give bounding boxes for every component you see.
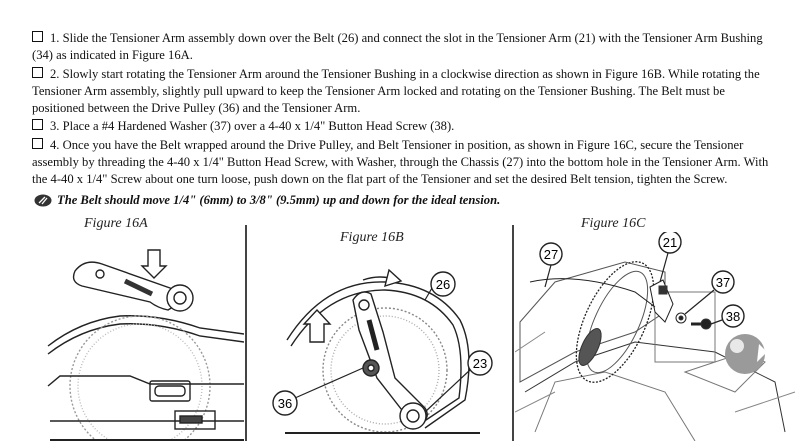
checkbox-icon [32,119,43,130]
figure-16c-illustration [515,232,804,441]
step-4 [32,137,780,188]
step-1 [32,30,780,64]
figure-16c-caption: Figure 16C [581,216,646,231]
svg-text:27: 27 [543,247,559,262]
svg-text:23: 23 [472,356,488,371]
instruction-steps [32,30,780,189]
svg-text:21: 21 [662,235,678,250]
figure-16a-caption: Figure 16A [84,216,148,231]
figure-16c-callouts [540,232,744,327]
step-2 [32,66,780,117]
figure-16b-caption: Figure 16B [340,230,404,245]
figure-divider [245,225,247,441]
tension-tip [34,193,500,208]
figure-divider [512,225,514,441]
callout-27 [540,243,562,287]
callout-38 [711,305,744,327]
step-3-text: 3. Place a #4 Hardened Washer (37) over a 4-40 x 1/4" Button Head Screw (38). [50,119,455,133]
tip-icon [34,194,52,207]
callout-23 [425,351,492,412]
checkbox-icon [32,138,43,149]
step-2-text: 2. Slowly start rotating the Tensioner Arm around the Tensioner Bushing in a clockwise direction as shown in Figure 16B. While rotating the Tensioner Arm assembly, slightly pull upward to keep the Tensioner Arm locked and rotating on the Tensioner Bushing. The Belt must be positioned between the Drive Pulley (36) and the Tensioner Arm. [32,66,760,115]
svg-text:26: 26 [435,277,451,292]
svg-text:38: 38 [725,309,741,324]
step-4-text: 4. Once you have the Belt wrapped around the Drive Pulley, and Belt Tensioner in position, as shown in Figure 16C, secure the Tensioner assembly by threading the 4-40 x 1/4" Button Head Screw, with Washer, through the Chassis (27) into the bottom hole in the Tensioner Arm. With the 4-40 x 1/4" Screw about one turn loose, push down on the flat part of the Tensioner and set the desired Belt tension, tighten the Screw. [32,137,769,186]
svg-text:37: 37 [715,275,731,290]
tip-text: The Belt should move 1/4" (6mm) to 3/8" (9.5mm) up and down for the ideal tension. [57,193,501,207]
figure-16a-illustration [40,236,244,441]
callout-26 [425,272,455,300]
callout-21 [659,232,681,282]
step-3 [32,118,780,135]
checkbox-icon [32,31,43,42]
step-1-text: 1. Slide the Tensioner Arm assembly down over the Belt (26) and connect the slot in the Tensioner Arm (21) with the Tensioner Arm Bushing (34) as indicated in Figure 16A. [32,31,763,62]
svg-text:36: 36 [277,396,293,411]
figure-16b-illustration [265,250,505,441]
checkbox-icon [32,67,43,78]
callout-36 [273,368,363,415]
